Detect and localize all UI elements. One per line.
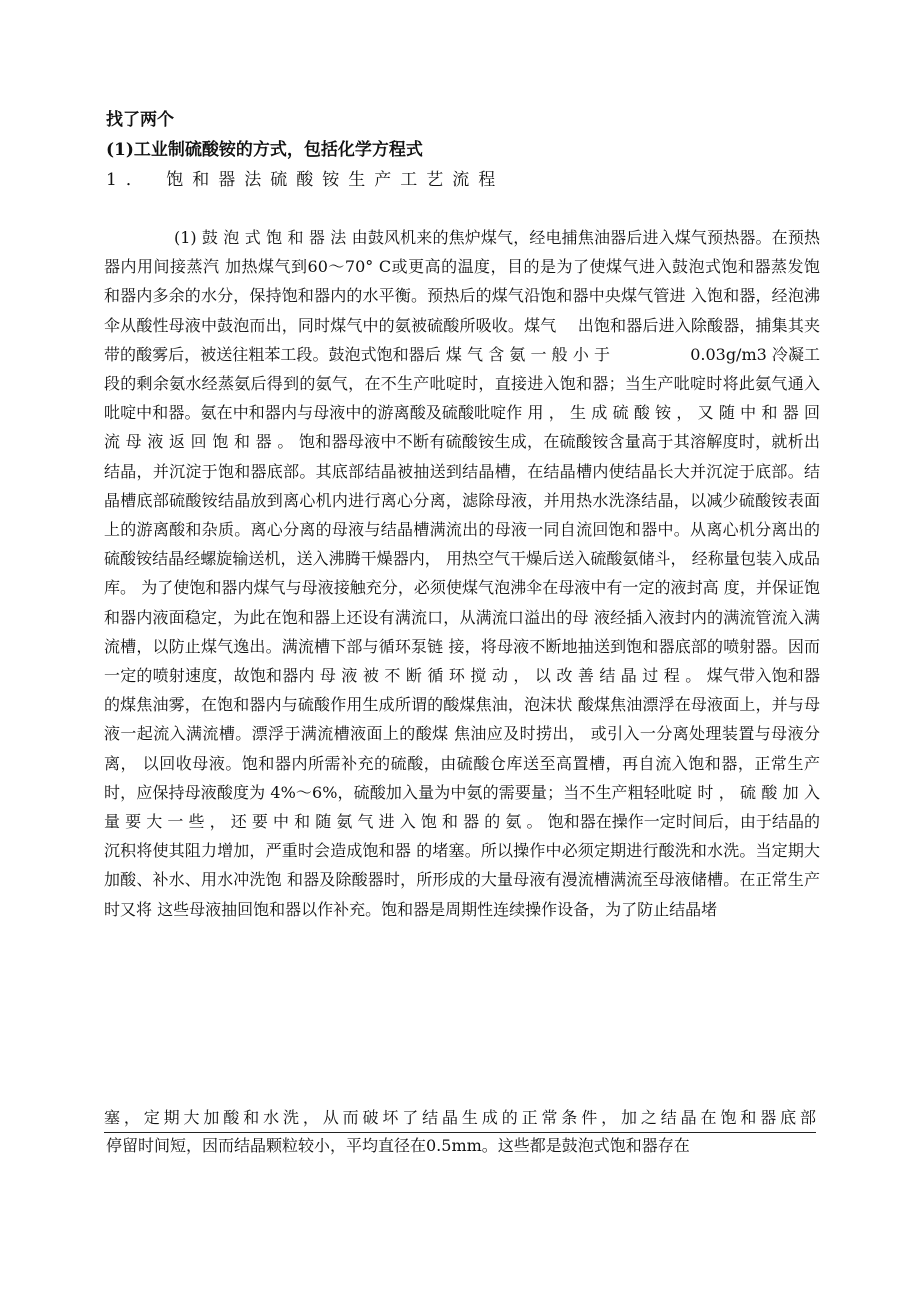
section-title: 1． 饱和器法硫酸铵生产工艺流程 xyxy=(106,170,505,190)
intro-line: 找了两个 xyxy=(106,110,174,130)
body-text: (1) 鼓 泡 式 饱 和 器 法 由鼓风机来的焦炉煤气，经电捕焦油器后进入煤气预热器。在预热器内用间接蒸汽 加热煤气到60〜70° C或更高的温度，目的是为了使煤气进入鼓泡式饱和器蒸发饱 和器内多余的水分，保持饱和器内的水平衡。预热后的煤气沿饱和器中央煤气管进 入饱和器，经泡沸伞从酸性母液中鼓泡而出，同时煤气中的氨被硫酸所吸收。煤气 出饱和器后进入除酸器，捕集其夹带的酸雾后，被送往粗苯工段。鼓泡式饱和器后 煤 气 含 氨 一 般 小 于 0.03g/m3 冷凝工段的剩余氨水经蒸氨后得到的氨气，在不生产吡啶时，直接进入饱和器；当生产吡啶时将此氨气通入吡啶中和器。氨在中和器内与母液中的游离酸及硫酸吡啶作 用 ， 生 成 硫 酸 铵 ， 又 随 中 和 器 回 流 母 液 返 回 饱 和 器 。 饱和器母液中不断有硫酸铵生成，在硫酸铵含量高于其溶解度时，就析出结晶，并沉淀于饱和器底部。其底部结晶被抽送到结晶槽，在结晶槽内使结晶长大并沉淀于底部。结晶槽底部硫酸铵结晶放到离心机内进行离心分离，滤除母液，并用热水洗涤结晶，以减少硫酸铵表面上的游离酸和杂质。离心分离的母液与结晶槽满流出的母液一同自流回饱和器中。从离心机分离出的硫酸铵结晶经螺旋输送机，送入沸腾干燥器内， 用热空气干燥后送入硫酸氨储斗， 经称量包装入成品库。 为了使饱和器内煤气与母液接触充分，必须使煤气泡沸伞在母液中有一定的液封高 度，并保证饱和器内液面稳定，为此在饱和器上还设有满流口，从满流口溢出的母 液经插入液封内的满流管流入满流槽，以防止煤气逸出。满流槽下部与循环泵链 接，将母液不断地抽送到饱和器底部的喷射器。因而一定的喷射速度，故饱和器内 母 液 被 不 断 循 环 搅 动 ， 以 改 善 结 晶 过 程 。 煤气带入饱和器的煤焦油雾，在饱和器内与硫酸作用生成所谓的酸煤焦油，泡沫状 酸煤焦油漂浮在母液面上，并与母液一起流入满流槽。漂浮于满流槽液面上的酸煤 焦油应及时捞出， 或引入一分离处理装置与母液分离， 以回收母液。饱和器内所需补充的硫酸，由硫酸仓库送至高置槽，再自流入饱和器，正常生产 时，应保持母液酸度为 4%〜6%，硫酸加入量为中氨的需要量；当不生产粗轻吡啶 时 ， 硫 酸 加 入 量 要 大 一 些 ， 还 要 中 和 随 氨 气 进 入 饱 和 器 的 氨 。 饱和器在操作一定时间后，由于结晶的沉积将使其阻力增加，严重时会造成饱和器 的堵塞。所以操作中必须定期进行酸洗和水洗。当定期大加酸、补水、用水冲洗饱 和器及除酸器时，所形成的大量母液有漫流槽满流至母液储槽。在正常生产时又将 这些母液抽回饱和器以作补充。饱和器是周期性连续操作设备，为了防止结晶堵 xyxy=(104,228,820,919)
underlined-line: 塞，定期大加酸和水洗，从而破坏了结晶生成的正常条件，加之结晶在饱和器底部 xyxy=(104,1104,816,1133)
body-paragraph xyxy=(104,223,820,924)
question-heading: (1)工业制硫酸铵的方式，包括化学方程式 xyxy=(106,140,423,160)
trailing-line: 停留时间短，因而结晶颗粒较小，平均直径在0.5mm。这些都是鼓泡式饱和器存在 xyxy=(106,1136,690,1155)
